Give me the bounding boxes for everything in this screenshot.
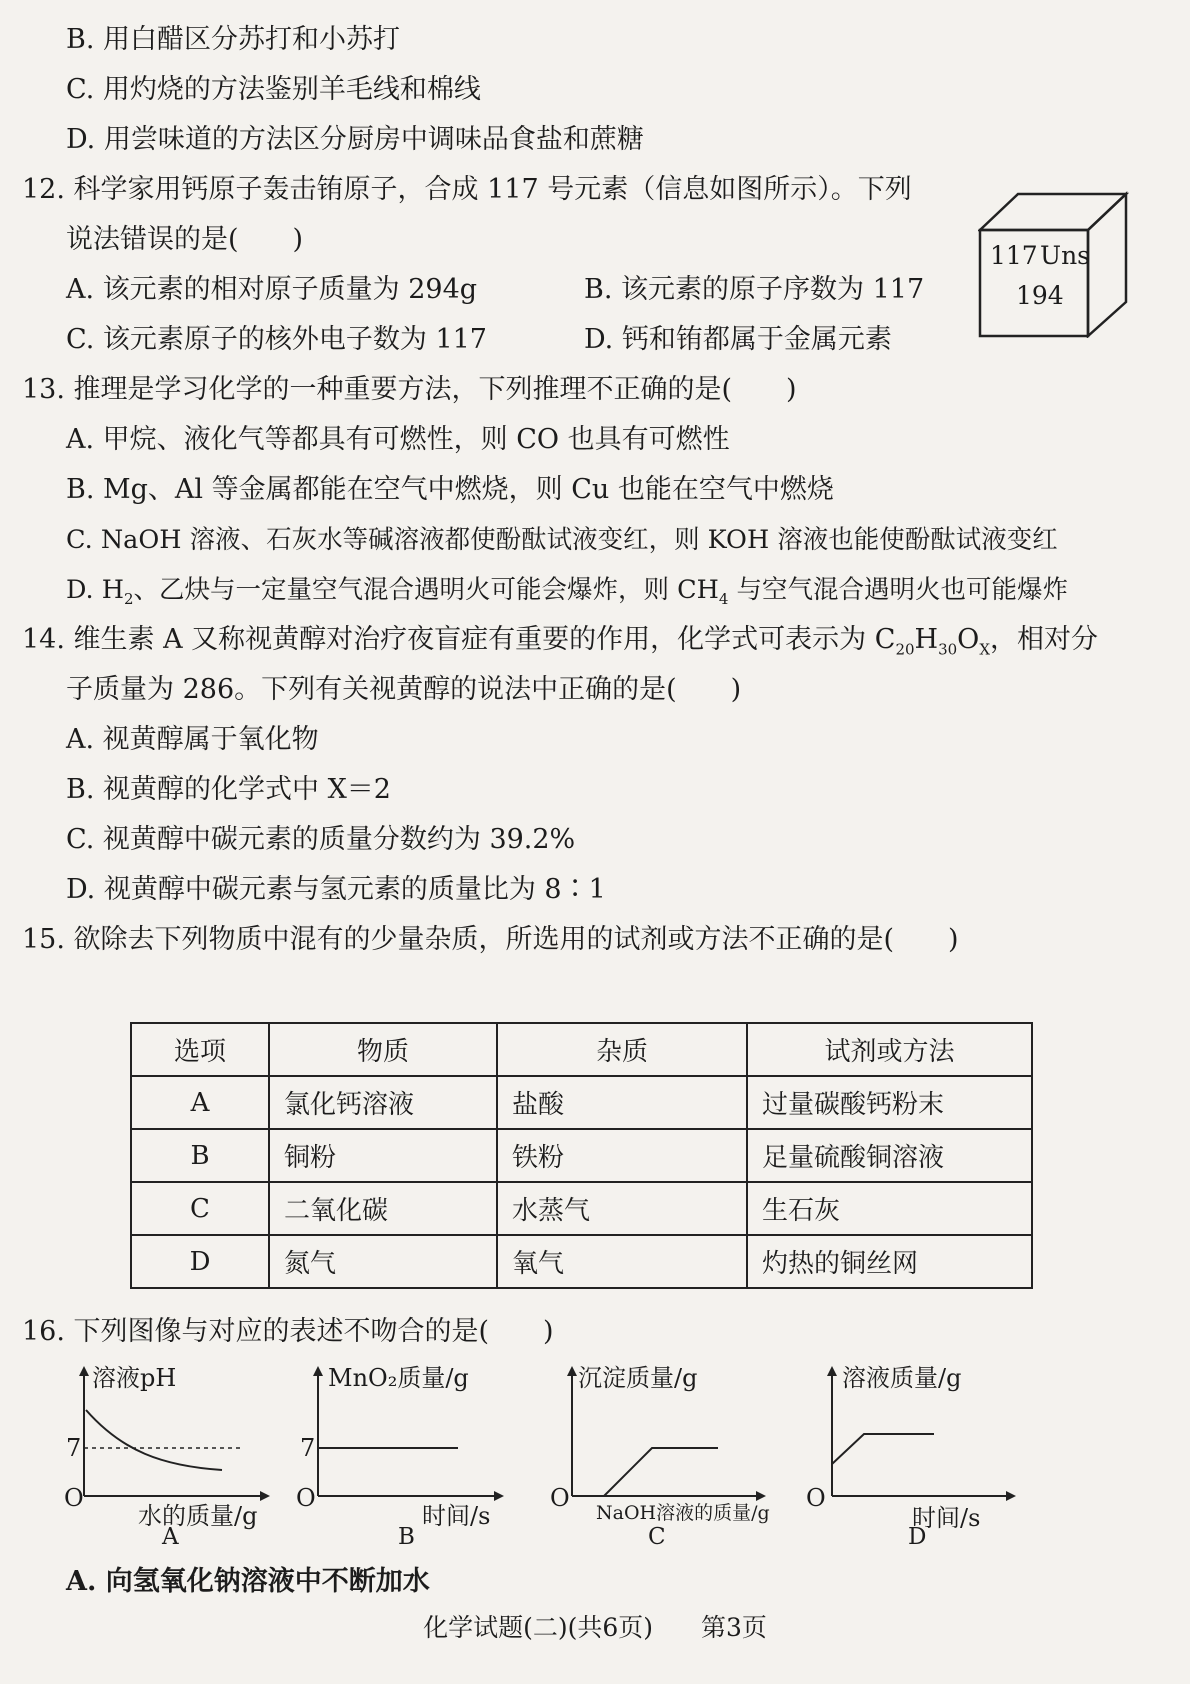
table-cell: 过量碳酸钙粉末	[747, 1076, 1032, 1129]
graph-d-origin: O	[806, 1484, 826, 1512]
q15-table	[130, 1022, 1033, 1289]
q14-stem-line1: 14. 维生素 A 又称视黄醇对治疗夜盲症有重要的作用，化学式可表示为 $C_{20}H_{30}O_X$，相对分	[22, 624, 1098, 659]
table-cell: D	[131, 1235, 269, 1288]
q12-option-b: B. 该元素的原子序数为 117	[584, 274, 925, 305]
q16-stem: 16. 下列图像与对应的表述不吻合的是( )	[22, 1316, 554, 1347]
q11-option-c: C. 用灼烧的方法鉴别羊毛线和棉线	[66, 74, 481, 105]
graph-c-ylabel: 沉淀质量/g	[578, 1364, 698, 1392]
element-symbol: Uns	[1040, 241, 1090, 270]
q14-stem-line2: 子质量为 286。下列有关视黄醇的说法中正确的是( )	[66, 674, 742, 705]
q11-option-d: D. 用尝味道的方法区分厨房中调味品食盐和蔗糖	[66, 124, 644, 155]
graph-b-tick-7: 7	[300, 1434, 316, 1462]
q12-stem-line1: 12. 科学家用钙原子轰击铕原子，合成 117 号元素（信息如图所示）。下列	[22, 174, 912, 205]
graph-d-ylabel: 溶液质量/g	[842, 1364, 962, 1392]
graph-d-xlabel: 时间/s	[912, 1504, 981, 1532]
q13-stem: 13. 推理是学习化学的一种重要方法，下列推理不正确的是( )	[22, 374, 797, 405]
table-cell: 氧气	[497, 1235, 747, 1288]
q11-option-b: B. 用白醋区分苏打和小苏打	[66, 24, 401, 55]
table-cell: 二氧化碳	[269, 1182, 497, 1235]
q12-option-c: C. 该元素原子的核外电子数为 117	[66, 324, 487, 355]
table-header-cell: 试剂或方法	[747, 1023, 1032, 1076]
graph-b	[292, 1364, 542, 1550]
table-cell: C	[131, 1182, 269, 1235]
table-cell: 氮气	[269, 1235, 497, 1288]
page-footer	[0, 1608, 1190, 1644]
table-cell: 足量硫酸铜溶液	[747, 1129, 1032, 1182]
graph-d	[806, 1364, 1062, 1550]
graph-b-xlabel: 时间/s	[422, 1502, 491, 1530]
graph-c	[550, 1364, 802, 1550]
q14-option-a: A. 视黄醇属于氧化物	[66, 724, 319, 755]
element-info-box	[978, 190, 1170, 338]
q14-option-d: D. 视黄醇中碳元素与氢元素的质量比为 8∶1	[66, 874, 606, 905]
table-cell: 铁粉	[497, 1129, 747, 1182]
q15-stem: 15. 欲除去下列物质中混有的少量杂质，所选用的试剂或方法不正确的是( )	[22, 924, 959, 955]
q14-option-c: C. 视黄醇中碳元素的质量分数约为 39.2%	[66, 824, 576, 855]
table-header-cell: 物质	[269, 1023, 497, 1076]
graph-c-xlabel: NaOH溶液的质量/g	[596, 1502, 770, 1524]
table-cell: 灼热的铜丝网	[747, 1235, 1032, 1288]
q12-option-d: D. 钙和铕都属于金属元素	[584, 324, 892, 355]
graph-a-caption: A	[162, 1524, 179, 1550]
q13-option-c: C. NaOH 溶液、石灰水等碱溶液都使酚酞试液变红，则 KOH 溶液也能使酚酞试液变红	[66, 525, 1058, 555]
table-header-row	[131, 1023, 1032, 1076]
table-cell: 盐酸	[497, 1076, 747, 1129]
graph-a	[62, 1364, 312, 1550]
element-box-outline	[978, 190, 1170, 338]
element-number: 117	[990, 241, 1038, 270]
table-cell: 氯化钙溶液	[269, 1076, 497, 1129]
graph-c-caption: C	[648, 1524, 666, 1550]
graph-a-origin: O	[64, 1484, 84, 1512]
q14-option-b: B. 视黄醇的化学式中 X＝2	[66, 774, 391, 805]
q13-option-a: A. 甲烷、液化气等都具有可燃性，则 CO 也具有可燃性	[66, 424, 730, 455]
table-cell: 水蒸气	[497, 1182, 747, 1235]
graph-b-ylabel: MnO₂质量/g	[328, 1364, 469, 1392]
graph-b-caption: B	[398, 1524, 415, 1550]
q12-option-a: A. 该元素的相对原子质量为 294g	[66, 274, 478, 305]
element-mass: 194	[1016, 281, 1064, 310]
table-header-cell: 选项	[131, 1023, 269, 1076]
graph-a-tick-7: 7	[66, 1434, 82, 1462]
table-cell: 生石灰	[747, 1182, 1032, 1235]
graph-b-origin: O	[296, 1484, 316, 1512]
q13-option-b: B. Mg、Al 等金属都能在空气中燃烧，则 Cu 也能在空气中燃烧	[66, 474, 834, 505]
table-cell: A	[131, 1076, 269, 1129]
table-cell: B	[131, 1129, 269, 1182]
table-header-cell: 杂质	[497, 1023, 747, 1076]
q13-option-d: D. $H_2$、乙炔与一定量空气混合遇明火可能会爆炸，则 $CH_4$ 与空气混合遇明火也可能爆炸	[66, 575, 1069, 609]
graph-a-ylabel: 溶液pH	[92, 1364, 177, 1392]
table-row	[131, 1076, 1032, 1129]
table-row	[131, 1129, 1032, 1182]
graph-c-origin: O	[550, 1484, 570, 1512]
table-row	[131, 1182, 1032, 1235]
footer-page-number: 第3页	[700, 1613, 767, 1642]
graph-a-xlabel: 水的质量/g	[138, 1502, 258, 1530]
table-cell: 铜粉	[269, 1129, 497, 1182]
q12-stem-line2: 说法错误的是( )	[66, 224, 304, 255]
q16-option-a: A. 向氢氧化钠溶液中不断加水	[66, 1566, 430, 1597]
footer-title: 化学试题(二)(共6页)	[423, 1613, 654, 1642]
graph-d-caption: D	[908, 1524, 927, 1550]
table-row	[131, 1235, 1032, 1288]
